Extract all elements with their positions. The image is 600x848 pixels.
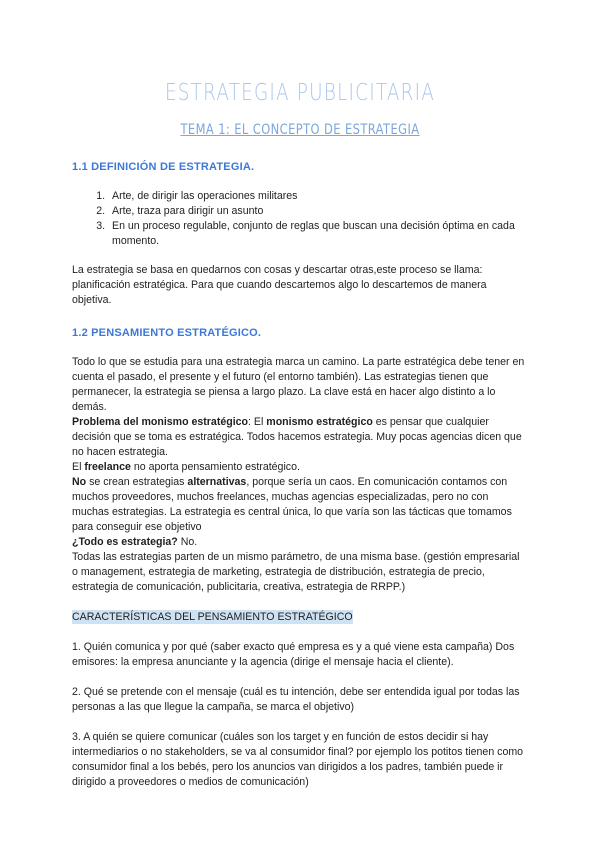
paragraph (72, 475, 528, 535)
text: , porque sería un caos. En comunicación contamos con muchos proveedores, muchos freelances, muchas agencias especializadas, pero no con muchas estrategias. La estrategia es central única, lo que varía son las tácticas que tomamos para conseguir ese objetivo (72, 476, 512, 533)
text: : El (248, 416, 267, 428)
list-item: 3. En un proceso regulable, conjunto de reglas que buscan una decisión óptima en cada momento. (108, 219, 528, 249)
text: El (72, 461, 85, 473)
paragraph: 1. Quién comunica y por qué (saber exacto qué empresa es y a qué viene esta campaña) Dos emisores: la empresa anunciante y la agencia (dirige el mensaje hacia el cliente). (72, 641, 515, 668)
text: se crean estrategias (86, 476, 188, 488)
list-item: 1. Arte, de dirigir las operaciones militares (108, 189, 528, 204)
paragraph: La estrategia se basa en quedarnos con cosas y descartar otras,este proceso se llama: planificación estratégica. Para que cuando descartemos algo lo descartemos de manera objetiva. (72, 264, 487, 306)
bold-text: freelance (84, 461, 131, 473)
paragraph (72, 415, 528, 460)
highlighted-heading: CARACTERÍSTICAS DEL PENSAMIENTO ESTRATÉGICO (72, 611, 353, 623)
definition-list (72, 189, 528, 249)
text: no aporta pensamiento estratégico. (130, 461, 300, 473)
paragraph: 3. A quién se quiere comunicar (cuáles son los target y en función de estos decidir si hay intermediarios o no stakeholders, se va al consumidor final? por ejemplo los potitos tienen como consumidor final a los bebés, pero los anuncios van dirigidos a los padres, también puede ir dirigido a proveedores o medios de comunicación) (72, 731, 524, 788)
bold-text: ¿Todo es estrategia? (72, 536, 178, 548)
section-heading-definicion: 1.1 DEFINICIÓN DE ESTRATEGIA. (72, 161, 255, 173)
section-heading-caracteristicas (72, 610, 528, 625)
paragraph: Todas las estrategias parten de un mismo parámetro, de una misma base. (gestión empresarial o management, estrategia de marketing, estrategia de distribución, estrategia de precio, estrategia de comunicación, publicitaria, creativa, estrategia de RRPP.) (72, 551, 520, 593)
text: No. (177, 536, 198, 548)
document-body (72, 160, 528, 790)
text: es pensar que cualquier decisión que se toma es estratégica. Todos hacemos estrategia. Muy pocas agencias dicen que no hacen estrategia. (72, 416, 522, 458)
paragraph (72, 535, 528, 550)
paragraph: Todo lo que se estudia para una estrategia marca un camino. La parte estratégica debe tener en cuenta el pasado, el presente y el futuro (el entorno también). Las estrategias tienen que permanecer, la estrategia se piensa a largo plazo. La clave está en hacer algo distinto a lo demás. (72, 356, 525, 413)
section-heading-pensamiento: 1.2 PENSAMIENTO ESTRATÉGICO. (72, 327, 262, 339)
document-title: ESTRATEGIA PUBLICITARIA (164, 80, 436, 106)
bold-text: alternativas (187, 476, 247, 488)
bold-text: monismo estratégico (266, 416, 373, 428)
paragraph: 2. Qué se pretende con el mensaje (cuál es tu intención, debe ser entendida igual por todas las personas a las que llegue la campaña, se marca el objetivo) (72, 686, 520, 713)
document-subtitle: TEMA 1: EL CONCEPTO DE ESTRATEGIA (180, 122, 420, 138)
list-item: 2. Arte, traza para dirigir un asunto (108, 204, 528, 219)
bold-text: No (72, 476, 87, 488)
paragraph (72, 460, 528, 475)
bold-text: Problema del monismo estratégico (72, 416, 249, 428)
